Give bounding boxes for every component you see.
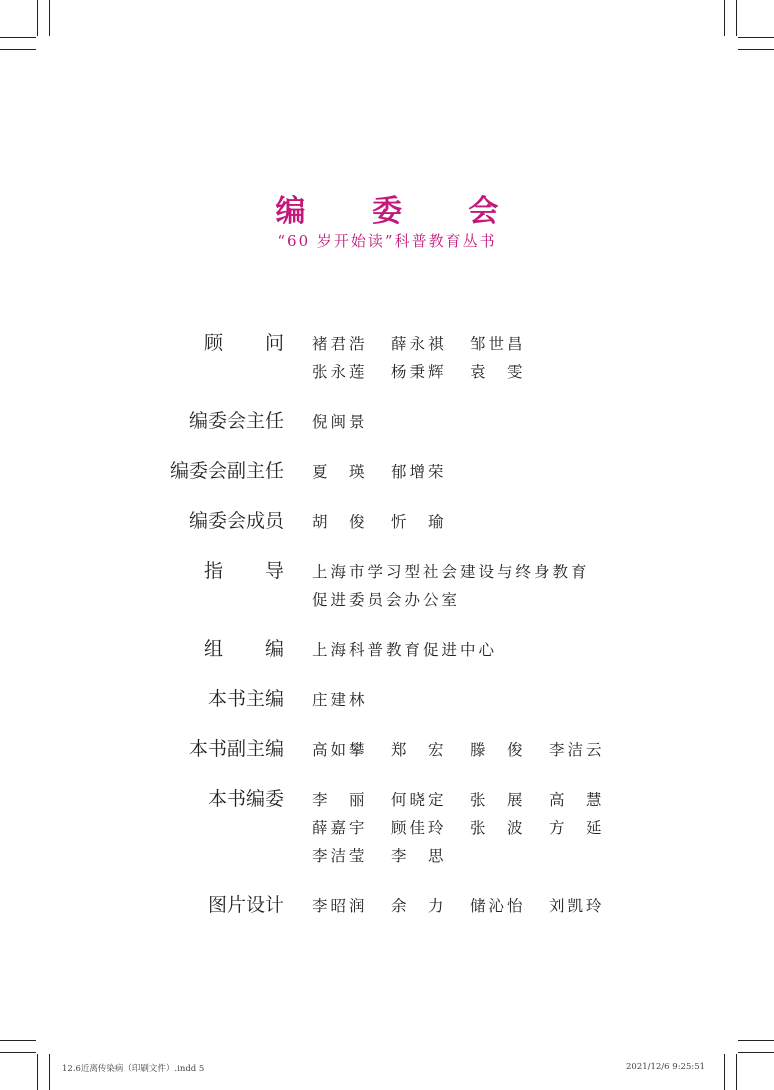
role-label: 指 导 bbox=[204, 560, 284, 582]
person-name: 顾佳玲 bbox=[391, 819, 447, 837]
role-label: 编委会主任 bbox=[188, 410, 284, 432]
role-label: 本书主编 bbox=[207, 688, 284, 710]
person-name: 郁增荣 bbox=[391, 463, 447, 481]
person-name: 张永莲 bbox=[312, 363, 368, 381]
person-name: 袁 雯 bbox=[470, 363, 526, 381]
crop-mark bbox=[738, 37, 774, 38]
crop-mark bbox=[0, 1052, 36, 1053]
crop-mark bbox=[724, 1054, 725, 1090]
role-label: 编委会成员 bbox=[188, 510, 284, 532]
role-names bbox=[312, 686, 632, 714]
name-line bbox=[312, 686, 632, 714]
person-name: 李洁云 bbox=[549, 741, 605, 759]
crop-mark bbox=[736, 1054, 737, 1090]
person-name: 薛永祺 bbox=[391, 335, 447, 353]
person-name: 上海科普教育促进中心 bbox=[312, 641, 498, 659]
person-name: 褚君浩 bbox=[312, 335, 368, 353]
name-line bbox=[312, 458, 632, 486]
role-label: 图片设计 bbox=[207, 894, 284, 916]
name-line bbox=[312, 586, 632, 614]
name-line bbox=[312, 408, 632, 436]
print-slug-right: 2021/12/6 9:25:51 bbox=[626, 1062, 706, 1072]
role-names bbox=[312, 508, 632, 536]
person-name: 忻 瑜 bbox=[391, 513, 447, 531]
person-name: 方 延 bbox=[549, 819, 605, 837]
crop-mark bbox=[37, 1054, 38, 1090]
crop-mark bbox=[736, 0, 737, 36]
person-name: 李洁莹 bbox=[312, 847, 368, 865]
name-line bbox=[312, 842, 632, 870]
name-line bbox=[312, 814, 632, 842]
person-name: 郑 宏 bbox=[391, 741, 447, 759]
person-name: 促进委员会办公室 bbox=[312, 591, 461, 609]
person-name: 李 思 bbox=[391, 847, 447, 865]
crop-mark bbox=[738, 1040, 774, 1041]
role-names bbox=[312, 892, 632, 920]
role-names bbox=[312, 458, 632, 486]
person-name: 杨秉辉 bbox=[391, 363, 447, 381]
name-line bbox=[312, 736, 632, 764]
print-slug-left: 12.6近离传染病（印刷文件）.indd 5 bbox=[62, 1064, 205, 1074]
role-names bbox=[312, 636, 632, 664]
crop-mark bbox=[49, 1054, 50, 1090]
person-name: 胡 俊 bbox=[312, 513, 368, 531]
person-name: 邹世昌 bbox=[470, 335, 526, 353]
person-name: 刘凯玲 bbox=[549, 897, 605, 915]
person-name: 庄建林 bbox=[312, 691, 368, 709]
person-name: 薛嘉宇 bbox=[312, 819, 368, 837]
role-names bbox=[312, 558, 632, 614]
name-line bbox=[312, 508, 632, 536]
person-name: 何晓定 bbox=[391, 791, 447, 809]
person-name: 张 展 bbox=[470, 791, 526, 809]
page-subtitle: “60 岁开始读”科普教育丛书 bbox=[277, 232, 497, 250]
name-line bbox=[312, 786, 632, 814]
person-name: 滕 俊 bbox=[470, 741, 526, 759]
crop-mark bbox=[738, 1052, 774, 1053]
crop-mark bbox=[0, 37, 36, 38]
role-names bbox=[312, 736, 632, 764]
role-names bbox=[312, 408, 632, 436]
person-name: 夏 瑛 bbox=[312, 463, 368, 481]
person-name: 李 丽 bbox=[312, 791, 368, 809]
role-names bbox=[312, 786, 632, 870]
person-name: 张 波 bbox=[470, 819, 526, 837]
crop-mark bbox=[0, 49, 36, 50]
role-label: 组 编 bbox=[204, 638, 284, 660]
name-line bbox=[312, 892, 632, 920]
role-label: 本书编委 bbox=[207, 788, 284, 810]
person-name: 储沁怡 bbox=[470, 897, 526, 915]
crop-mark bbox=[49, 0, 50, 36]
name-line bbox=[312, 330, 632, 358]
crop-mark bbox=[37, 0, 38, 36]
role-label: 本书副主编 bbox=[188, 738, 284, 760]
crop-mark bbox=[724, 0, 725, 36]
person-name: 高如攀 bbox=[312, 741, 368, 759]
page-title: 编 委 会 bbox=[275, 194, 527, 229]
person-name: 上海市学习型社会建设与终身教育 bbox=[312, 563, 590, 581]
role-label: 顾 问 bbox=[204, 332, 284, 354]
name-line bbox=[312, 636, 632, 664]
name-line bbox=[312, 358, 632, 386]
crop-mark bbox=[738, 49, 774, 50]
role-names bbox=[312, 330, 632, 386]
person-name: 余 力 bbox=[391, 897, 447, 915]
role-label: 编委会副主任 bbox=[169, 460, 284, 482]
person-name: 倪闽景 bbox=[312, 413, 368, 431]
name-line bbox=[312, 558, 632, 586]
person-name: 李昭润 bbox=[312, 897, 368, 915]
crop-mark bbox=[0, 1040, 36, 1041]
person-name: 高 慧 bbox=[549, 791, 605, 809]
